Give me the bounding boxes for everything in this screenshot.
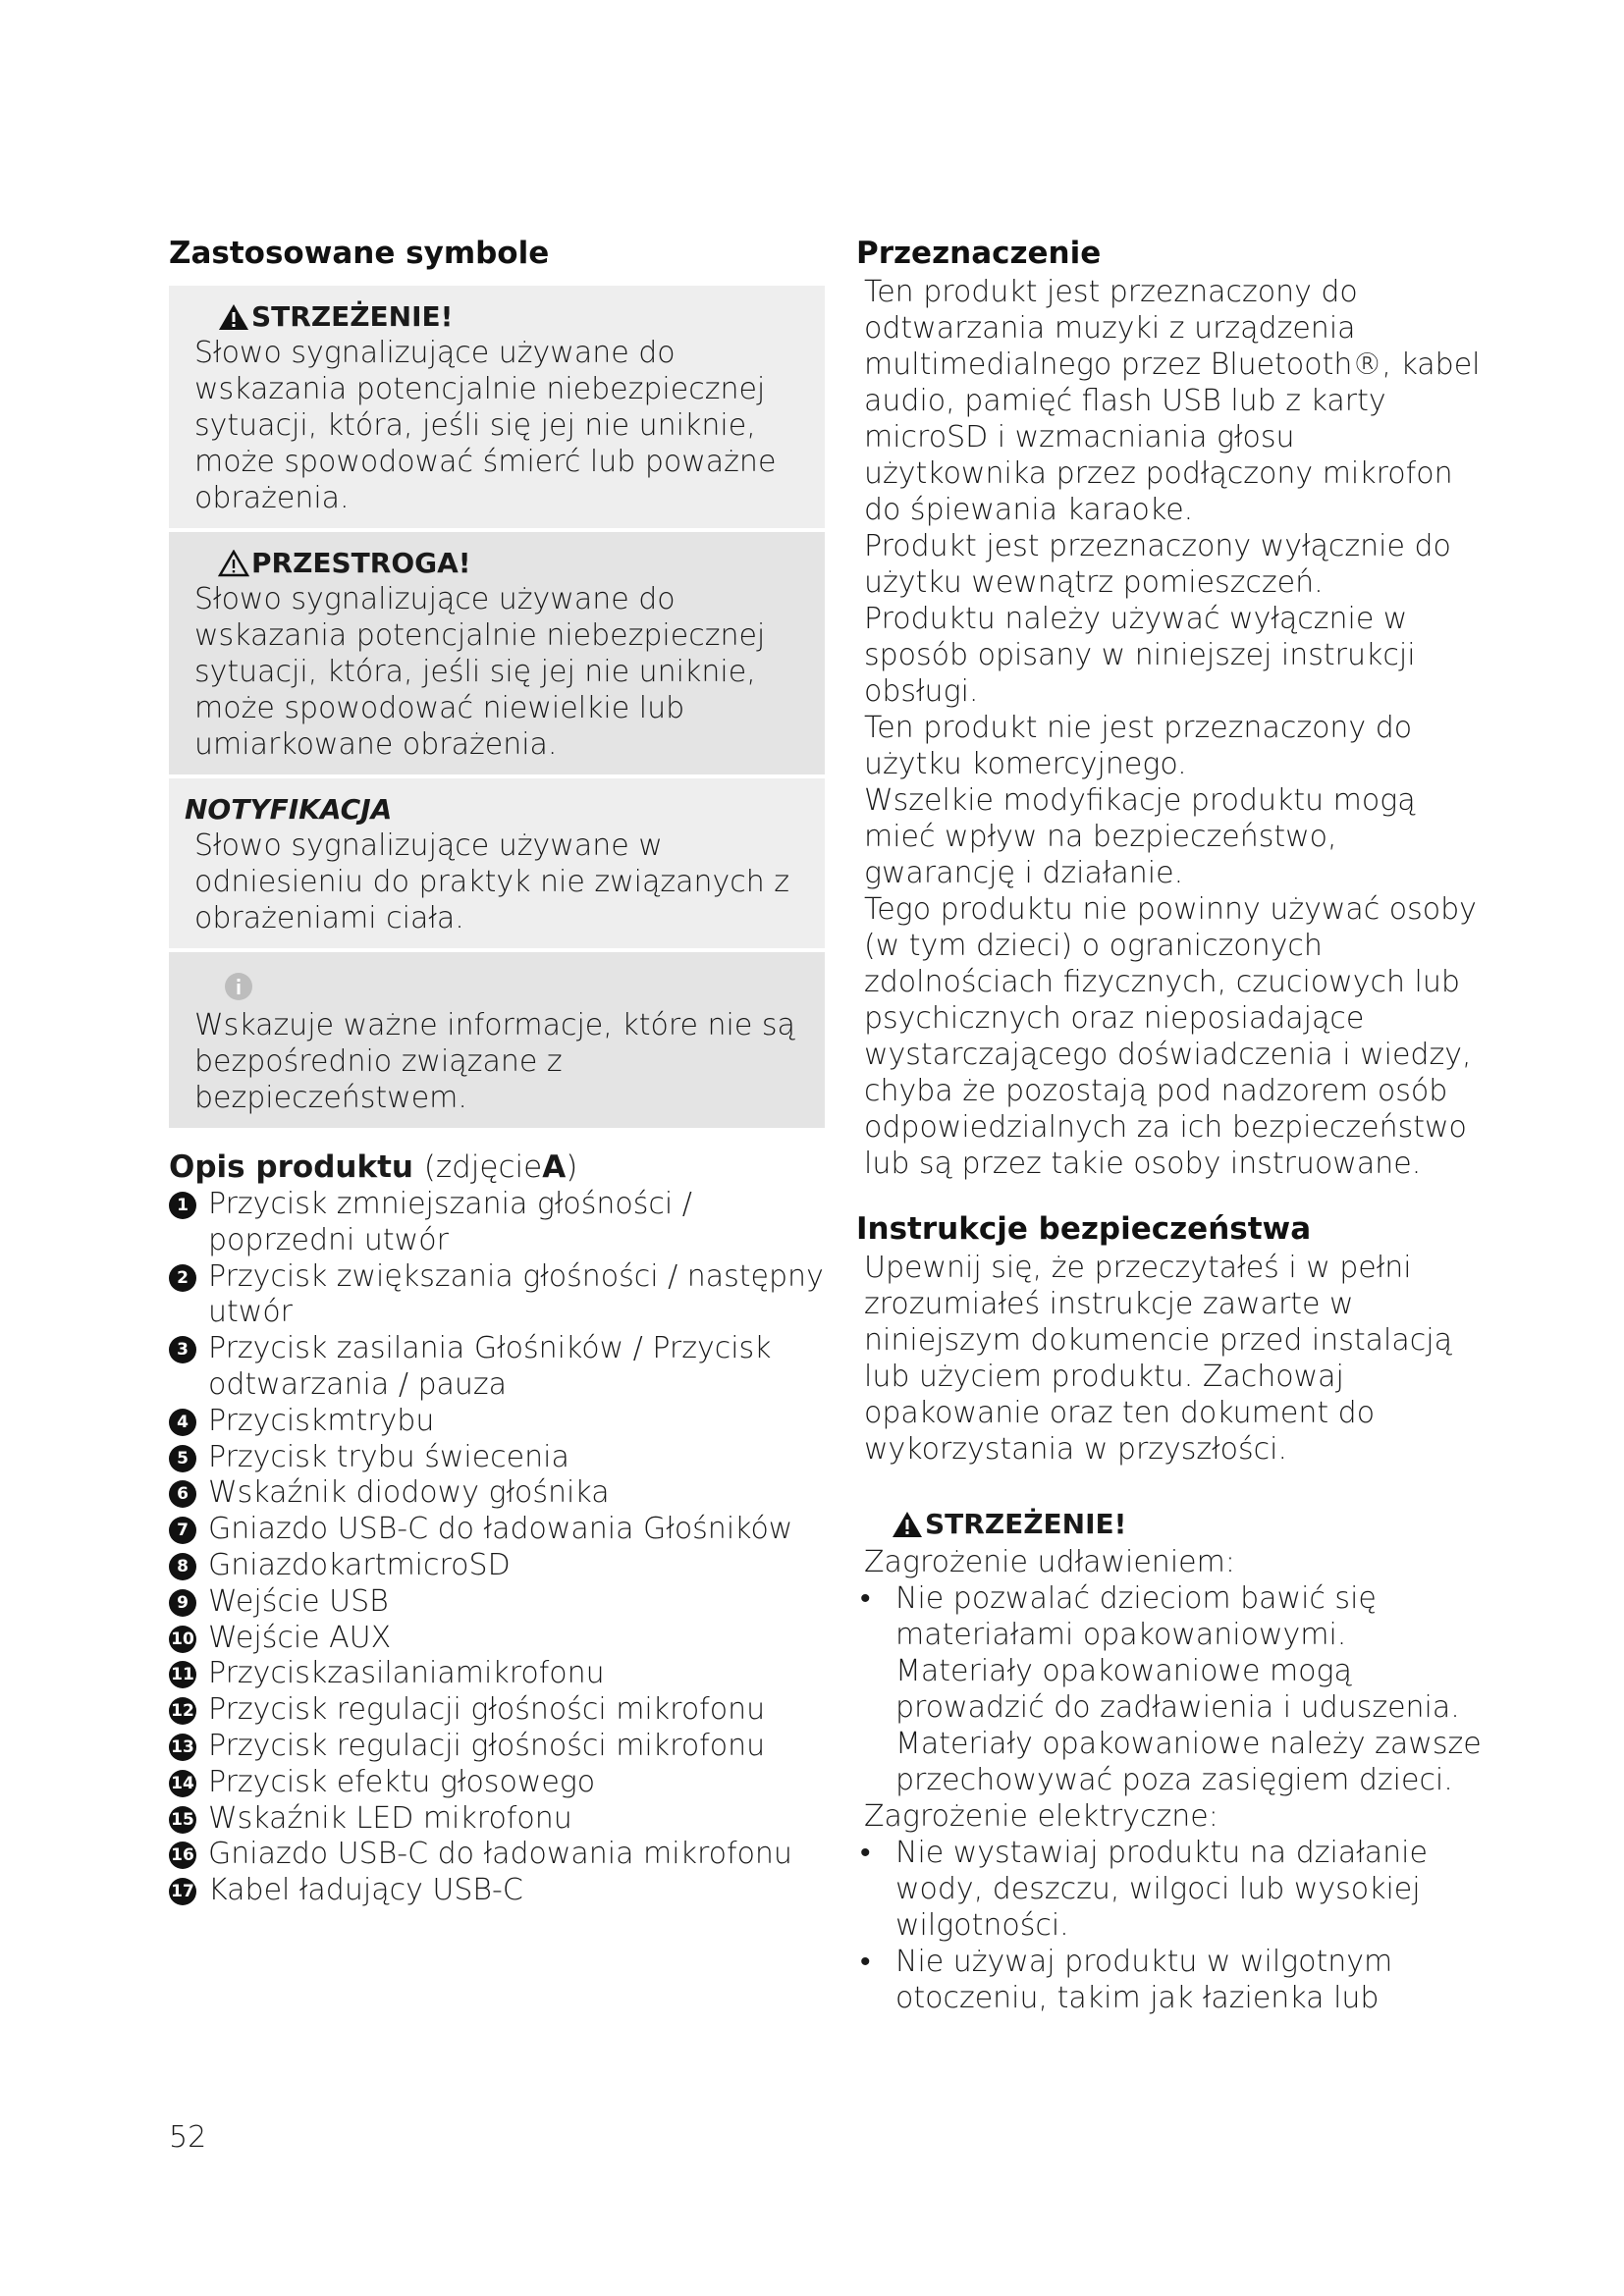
number-badge: 15 xyxy=(169,1806,196,1834)
number-badge: 16 xyxy=(169,1842,196,1869)
caution-text: Słowo sygnalizujące używane do wskazania potencjalnie niebezpiecznej sytuacji, która, jeśli się jej nie uniknie, może spowodować niewielkie lub umiarkowane obrażenia. xyxy=(194,582,766,762)
safety-intro: Upewnij się, że przeczytałeś i w pełni zrozumiałeś instrukcje zawarte w niniejszym dokumencie przed instalacją lub użyciem produktu. Zachowaj opakowanie oraz ten dokument do wykorzystania w przyszłości. xyxy=(864,1251,1452,1467)
list-item: • Nie wystawiaj produktu na działanie wody, deszczu, wilgoci lub wysokiej wilgotności. xyxy=(856,1835,1485,1944)
list-item-label: Wskaźnik diodowy głośnika xyxy=(208,1475,610,1511)
purpose-paragraph: Ten produkt jest przeznaczony do odtwarzania muzyki z urządzenia multimedialnego przez Bluetooth®, kabel audio, pamięć flash USB lub z karty microSD i wzmacniania głosu użytkownika przez podłączony mikrofon do śpiewania karaoke. xyxy=(864,275,1481,527)
purpose-paragraph: Wszelkie modyfikacje produktu mogą mieć wpływ na bezpieczeństwo, gwarancję i działanie. xyxy=(864,783,1416,890)
number-badge: 1 xyxy=(169,1192,196,1219)
list-item xyxy=(169,1259,825,1332)
warning-triangle-icon xyxy=(892,1511,923,1538)
list-item xyxy=(169,1873,825,1909)
notice-text: Słowo sygnalizujące używane w odniesieniu do praktyk nie związanych z obrażeniami ciała. xyxy=(194,828,790,935)
notice-title: NOTYFIKACJA xyxy=(185,793,393,826)
number-badge: 17 xyxy=(169,1878,196,1905)
safety-heading: Instrukcje bezpieczeństwa xyxy=(856,1211,1312,1247)
list-item xyxy=(169,1692,825,1729)
list-item-label: Wejście USB xyxy=(208,1583,389,1619)
list-item-label: Przycisk zwiększania głośności / następny utwór xyxy=(208,1258,824,1330)
list-item xyxy=(169,1440,825,1476)
caution-triangle-icon xyxy=(218,550,249,577)
list-item xyxy=(169,1801,825,1838)
warning-triangle-icon xyxy=(218,303,249,331)
list-item-label: Przycisk regulacji głośności mikrofonu xyxy=(208,1728,766,1763)
electric-label: Zagrożenie elektryczne: xyxy=(864,1799,1218,1834)
electric-list xyxy=(856,1835,1485,2016)
number-badge: 7 xyxy=(169,1517,196,1544)
notice-box xyxy=(169,778,825,948)
list-item xyxy=(169,1656,825,1692)
list-item-label: Gniazdo USB-C do ładowania Głośników xyxy=(208,1512,793,1547)
list-item-label: Wskaźnik LED mikrofonu xyxy=(208,1800,572,1836)
list-item-label: Przyciskmtrybu xyxy=(208,1403,435,1438)
list-item-label: Przyciskzasilaniamikrofonu xyxy=(208,1656,605,1691)
number-badge: 2 xyxy=(169,1264,196,1292)
number-badge: 6 xyxy=(169,1480,196,1508)
purpose-paragraph: Tego produktu nie powinny używać osoby (w tym dzieci) o ograniczonych zdolnościach fizycznych, czuciowych lub psychicznych oraz nieposiadające wystarczającego doświadczenia i wiedzy, chyba że pozostają pod nadzorem osób odpowiedzialnych za ich bezpieczeństwo lub są przez takie osoby instruowane. xyxy=(864,892,1477,1181)
number-badge: 11 xyxy=(169,1661,196,1688)
list-item-label: GniazdokartmicroSD xyxy=(208,1547,511,1582)
list-item xyxy=(169,1404,825,1440)
list-item-label: Przycisk zasilania Głośników / Przycisk odtwarzania / pauza xyxy=(208,1331,772,1402)
list-item-label: Przycisk zmniejszania głośności / poprzedni utwór xyxy=(208,1187,692,1257)
list-item xyxy=(169,1512,825,1548)
number-badge: 12 xyxy=(169,1697,196,1725)
list-item-label: Przycisk efektu głosowego xyxy=(208,1764,596,1799)
purpose-paragraph: Produktu należy używać wyłącznie w sposób opisany w niniejszej instrukcji obsługi. xyxy=(864,602,1416,709)
info-text: Wskazuje ważne informacje, które nie są bezpośrednio związane z bezpieczeństwem. xyxy=(194,1008,795,1115)
choking-label: Zagrożenie udławieniem: xyxy=(864,1545,1235,1579)
list-item xyxy=(169,1837,825,1873)
number-badge: 10 xyxy=(169,1626,196,1653)
list-item xyxy=(169,1729,825,1765)
list-item xyxy=(169,1475,825,1512)
info-box xyxy=(169,952,825,1128)
purpose-paragraph: Ten produkt nie jest przeznaczony do użytku komercyjnego. xyxy=(864,711,1413,781)
list-item-label: Przycisk regulacji głośności mikrofonu xyxy=(208,1692,766,1728)
symbols-heading: Zastosowane symbole xyxy=(169,236,550,271)
right-column xyxy=(856,236,1485,2016)
product-parts-list xyxy=(169,1187,825,1909)
number-badge: 3 xyxy=(169,1336,196,1363)
list-item xyxy=(169,1548,825,1584)
page-number: 52 xyxy=(169,2120,207,2155)
warning-title: STRZEŻENIE! xyxy=(251,300,454,333)
caution-title: PRZESTROGA! xyxy=(251,547,471,579)
number-badge: 8 xyxy=(169,1553,196,1580)
safety-warning-heading: STRZEŻENIE! xyxy=(856,1505,1485,1544)
number-badge: 4 xyxy=(169,1409,196,1436)
number-badge: 13 xyxy=(169,1734,196,1761)
list-item xyxy=(169,1331,825,1404)
caution-box xyxy=(169,532,825,774)
purpose-paragraphs xyxy=(856,274,1485,1182)
number-badge: 14 xyxy=(169,1770,196,1797)
list-item xyxy=(169,1765,825,1801)
left-column xyxy=(169,236,825,1909)
list-item-label: Gniazdo USB-C do ładowania mikrofonu xyxy=(208,1837,792,1872)
list-item: • Nie pozwalać dzieciom bawić się materiałami opakowaniowymi. Materiały opakowaniowe mogą prowadzić do zadławienia i uduszenia. Materiały opakowaniowe należy zawsze przechowywać poza zasięgiem dzieci. xyxy=(856,1580,1485,1798)
warning-text: Słowo sygnalizujące używane do wskazania potencjalnie niebezpiecznej sytuacji, która, jeśli się jej nie uniknie, może spowodować śmierć lub poważne obrażenia. xyxy=(194,336,777,515)
list-item-label: Wejście AUX xyxy=(208,1620,392,1655)
list-item-label: Przycisk trybu świecenia xyxy=(208,1439,569,1474)
list-item: • Nie używaj produktu w wilgotnym otoczeniu, takim jak łazienka lub xyxy=(856,1944,1485,2016)
list-item xyxy=(169,1584,825,1621)
list-item-label: Kabel ładujący USB-C xyxy=(208,1873,523,1908)
number-badge: 5 xyxy=(169,1445,196,1472)
purpose-heading: Przeznaczenie xyxy=(856,236,1102,271)
list-item xyxy=(169,1187,825,1259)
purpose-paragraph: Produkt jest przeznaczony wyłącznie do użytku wewnątrz pomieszczeń. xyxy=(864,529,1451,600)
number-badge: 9 xyxy=(169,1589,196,1617)
list-item xyxy=(169,1621,825,1657)
product-heading: Opis produktu (zdjęcieA) xyxy=(169,1149,578,1185)
choking-list xyxy=(856,1580,1485,1798)
warning-box xyxy=(169,286,825,528)
info-icon xyxy=(224,972,253,1001)
